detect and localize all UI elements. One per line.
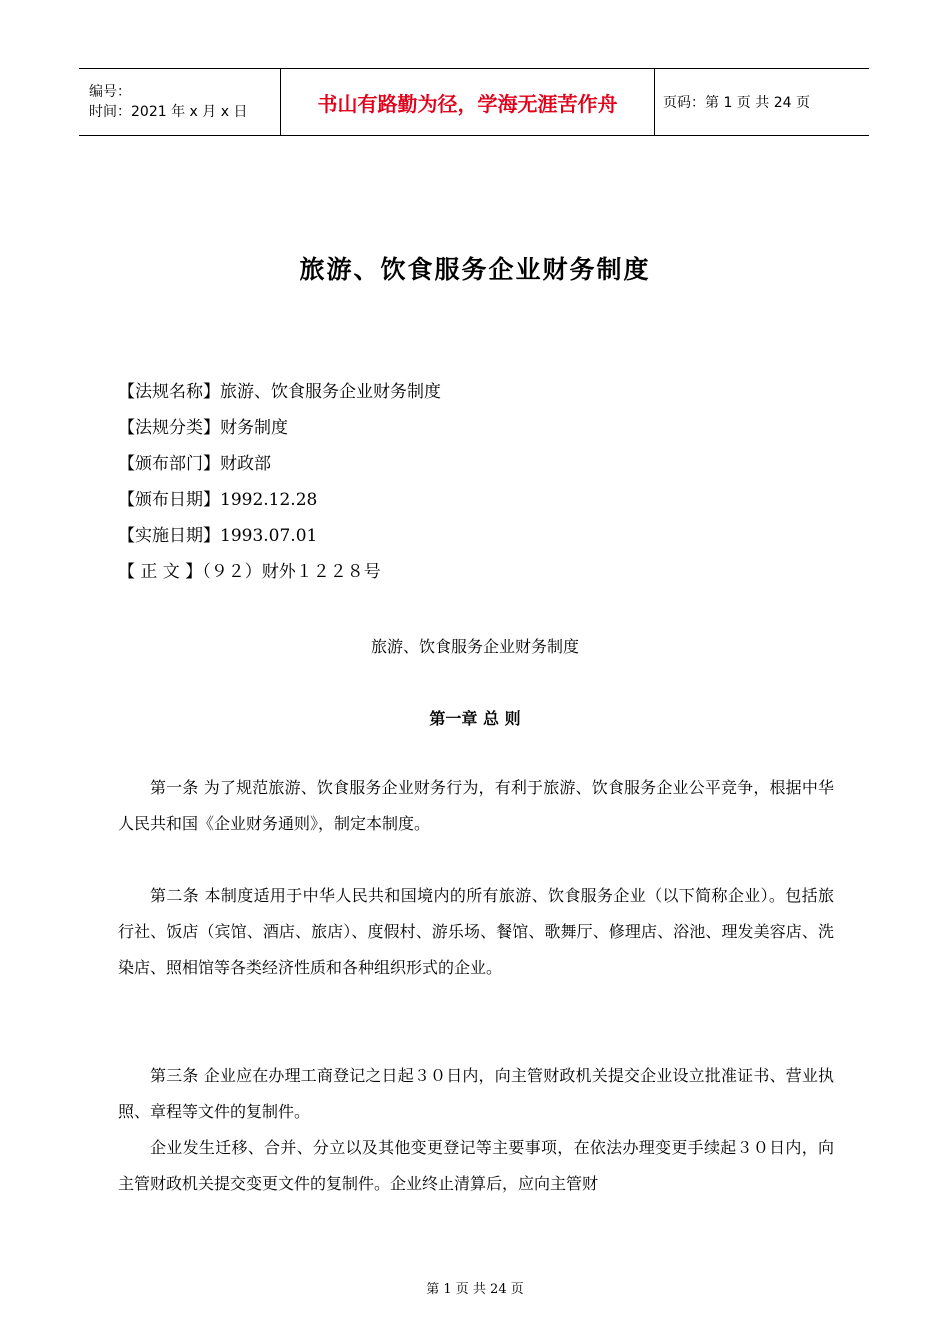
body-subtitle: 旅游、饮食服务企业财务制度 xyxy=(370,637,579,656)
article-1: 第一条 为了规范旅游、饮食服务企业财务行为，有利于旅游、饮食服务企业公平竞争，根据中华人民共和国《企业财务通则》，制定本制度。 xyxy=(118,778,834,833)
document-title: 旅游、饮食服务企业财务制度 xyxy=(299,255,651,284)
article-3: 第三条 企业应在办理工商登记之日起３０日内，向主管财政机关提交企业设立批准证书、营业执照、章程等文件的复制件。 xyxy=(118,1066,834,1121)
header-motto: 书山有路勤为径，学海无涯苦作舟 xyxy=(317,91,618,116)
header-info xyxy=(79,69,280,135)
meta-effective-date: 【实施日期】1993.07.01 xyxy=(118,526,318,546)
number-label: 编号： xyxy=(89,84,131,100)
header-motto-cell xyxy=(280,69,655,135)
article-2: 第二条 本制度适用于中华人民共和国境内的所有旅游、饮食服务企业（以下简称企业）。包括旅行社、饭店（宾馆、酒店、旅店）、度假村、游乐场、餐馆、歌舞厅、修理店、浴池、理发美容店、洗染店、照相馆等各类经济性质和各种组织形式的企业。 xyxy=(118,886,834,977)
page-footer: 第 1 页 共 24 页 xyxy=(426,1282,524,1297)
meta-regulation-name: 【法规名称】旅游、饮食服务企业财务制度 xyxy=(118,382,441,402)
header-page-info: 页码：第 1 页 共 24 页 xyxy=(663,95,810,111)
chapter-heading: 第一章 总 则 xyxy=(429,709,521,728)
meta-issue-date: 【颁布日期】1992.12.28 xyxy=(118,490,318,510)
time-label: 时间：2021 年 x 月 x 日 xyxy=(89,104,248,120)
article-3-continued: 企业发生迁移、合并、分立以及其他变更登记等主要事项，在依法办理变更手续起３０日内，向主管财政机关提交变更文件的复制件。企业终止清算后，应向主管财 xyxy=(118,1138,834,1193)
meta-document-number: 【 正 文 】（９２）财外１２２８号 xyxy=(118,562,381,582)
regulation-metadata xyxy=(118,378,441,594)
meta-regulation-category: 【法规分类】财务制度 xyxy=(118,418,288,438)
page-header xyxy=(79,68,869,136)
meta-issuing-department: 【颁布部门】财政部 xyxy=(118,454,271,474)
